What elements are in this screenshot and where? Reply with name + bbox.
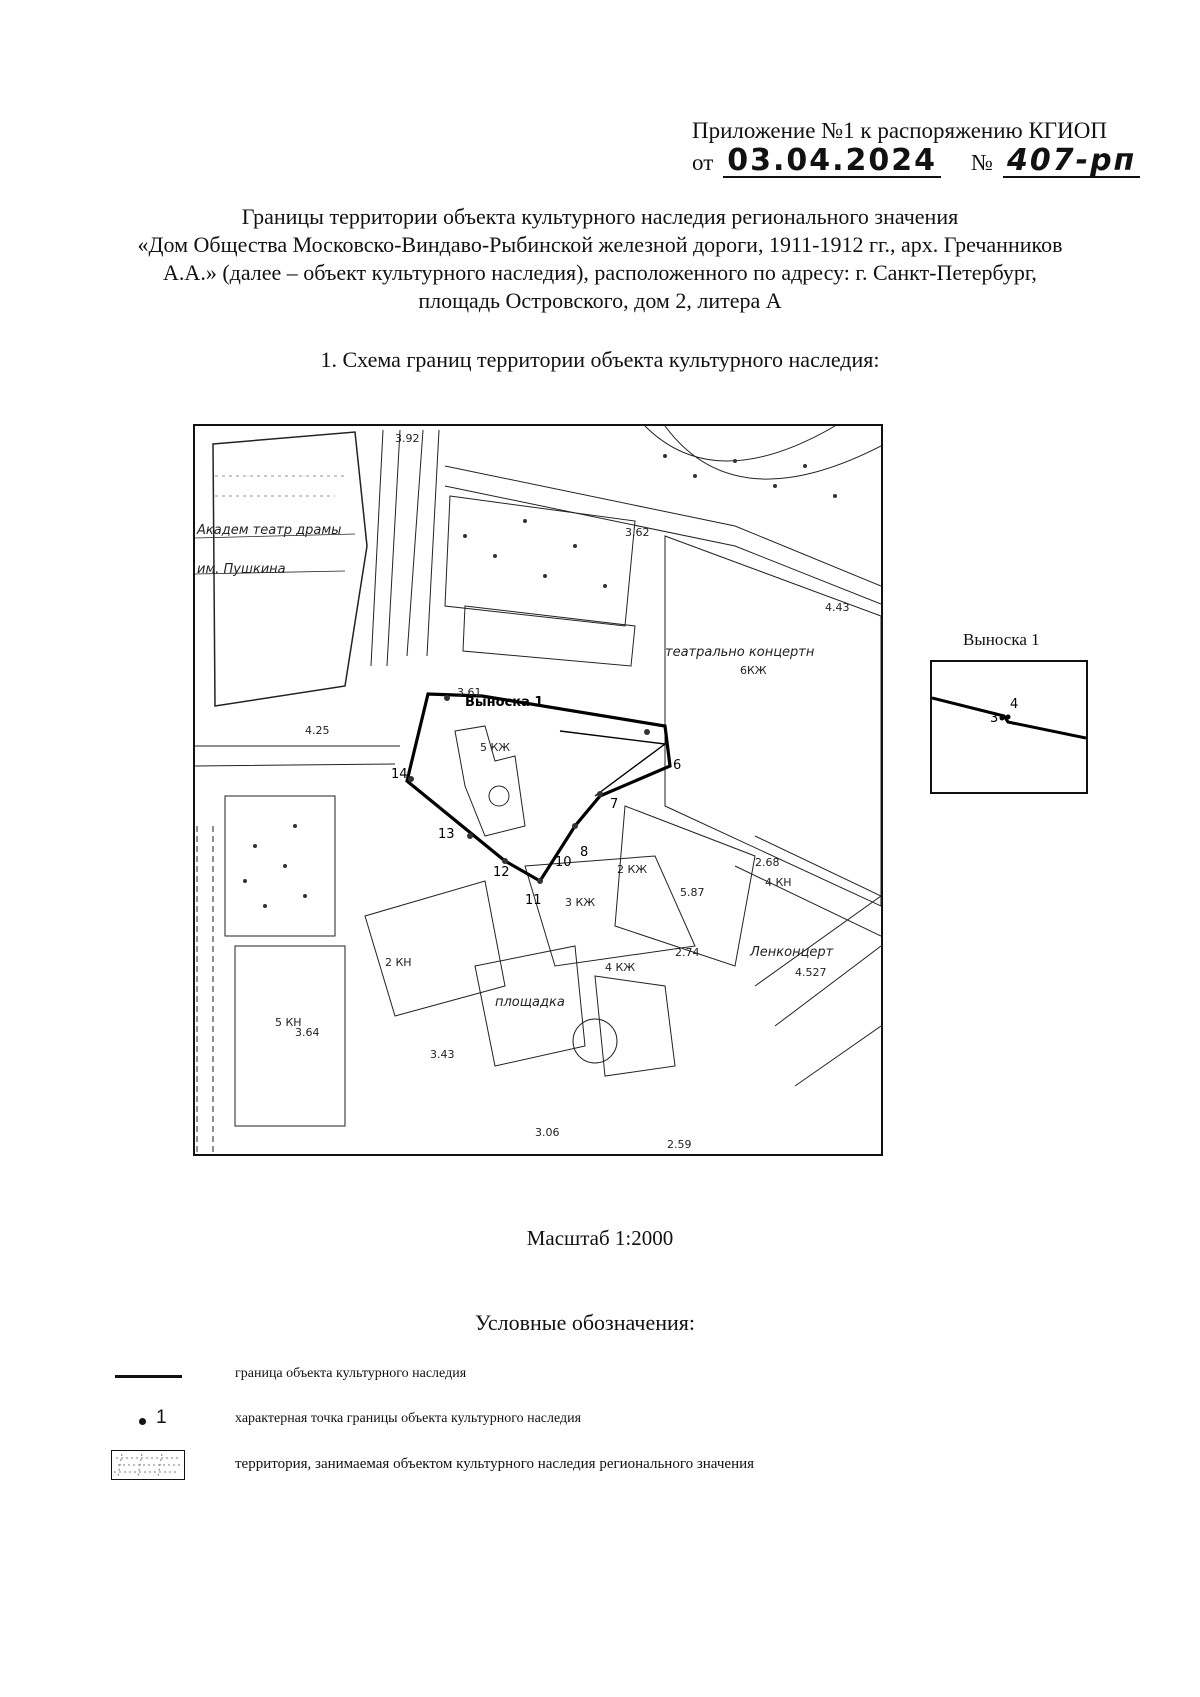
point-7: 7: [610, 797, 619, 812]
handwritten-date: 03.04.2024: [723, 146, 941, 178]
elev-5: 4.25: [305, 724, 330, 737]
callout-point-3: 3: [990, 711, 999, 726]
inset-reference: Выноска 1: [465, 695, 544, 710]
number-prefix: №: [971, 150, 993, 175]
date-prefix: от: [692, 150, 714, 175]
legend-hatch-symbol: [111, 1450, 185, 1480]
floor-3: 2 КЖ: [617, 863, 648, 876]
floor-6: 5 КН: [275, 1016, 302, 1029]
map-drawing: [195, 426, 881, 1154]
section-heading: 1. Схема границ территории объекта культурного наследия:: [320, 347, 880, 372]
annex-line: Приложение №1 к распоряжению КГИОП: [692, 118, 1107, 143]
elev-13: 2.59: [667, 1138, 692, 1151]
label-theatre2: им. Пушкина: [197, 562, 286, 577]
label-lenconcert: Ленконцерт: [750, 945, 834, 960]
elev-2: 3.62: [625, 526, 650, 539]
title-line-2: «Дом Общества Московско-Виндаво-Рыбинской железной дороги, 1911-1912 гг., арх. Гречанников: [137, 232, 1063, 257]
callout-title: Выноска 1: [963, 630, 1040, 649]
floor-4: 3 КЖ: [565, 896, 596, 909]
floor-1: 5 КЖ: [480, 741, 511, 754]
annex-header: [692, 116, 1140, 178]
floor-5: 4 КЖ: [605, 961, 636, 974]
legend-line-symbol: [115, 1375, 182, 1378]
elev-6: 2.68: [755, 856, 780, 869]
point-10: 10: [555, 855, 572, 870]
point-14: 14: [391, 767, 408, 782]
boundary-map: [193, 424, 883, 1156]
point-12: 12: [493, 865, 510, 880]
legend-point-symbol: [139, 1418, 146, 1425]
point-11: 11: [525, 893, 542, 908]
elev-8: 2.74: [675, 946, 700, 959]
legend-line-label: граница объекта культурного наследия: [235, 1366, 467, 1381]
elev-10: 3.43: [430, 1048, 455, 1061]
elev-12: 3.06: [535, 1126, 560, 1139]
elev-11: 3.64: [295, 1026, 320, 1039]
label-concert: театрально концертн: [665, 645, 815, 660]
callout-box: [930, 660, 1088, 794]
elev-9: 4.527: [795, 966, 827, 979]
title-line-1: Границы территории объекта культурного наследия регионального значения: [241, 204, 959, 229]
callout-point-4: 4: [1010, 697, 1019, 712]
point-8: 8: [580, 845, 589, 860]
elev-7: 5.87: [680, 886, 705, 899]
floor-2: 6КЖ: [740, 664, 767, 677]
document-title: [60, 203, 1140, 315]
legend-title: Условные обозначения:: [474, 1310, 696, 1335]
annex-date-row: [692, 143, 1140, 178]
legend-point-label: характерная точка границы объекта культурного наследия: [235, 1411, 582, 1426]
elev-3: 4.43: [825, 601, 850, 614]
elev-4: 3.61: [457, 686, 482, 699]
callout-drawing: [932, 662, 1086, 792]
floor-7: 2 КН: [385, 956, 412, 969]
label-playground: площадка: [495, 995, 565, 1010]
handwritten-number: 407-рп: [1003, 146, 1140, 178]
title-line-4: площадь Островского, дом 2, литера А: [418, 288, 782, 313]
legend-point-number: 1: [156, 1407, 167, 1428]
scale-text: Масштаб 1:2000: [526, 1226, 674, 1250]
legend-hatch-label: территория, занимаемая объектом культурного наследия регионального значения: [235, 1456, 755, 1472]
title-line-3: А.А.» (далее – объект культурного наследия), расположенного по адресу: г. Санкт-Петербург,: [163, 260, 1037, 285]
object-boundary: [407, 694, 670, 881]
point-13: 13: [438, 827, 455, 842]
point-6: 6: [673, 758, 682, 773]
label-theatre1: Академ театр драмы: [197, 523, 342, 538]
elev-1: 3.92: [395, 432, 420, 445]
floor-8: 4 КН: [765, 876, 792, 889]
